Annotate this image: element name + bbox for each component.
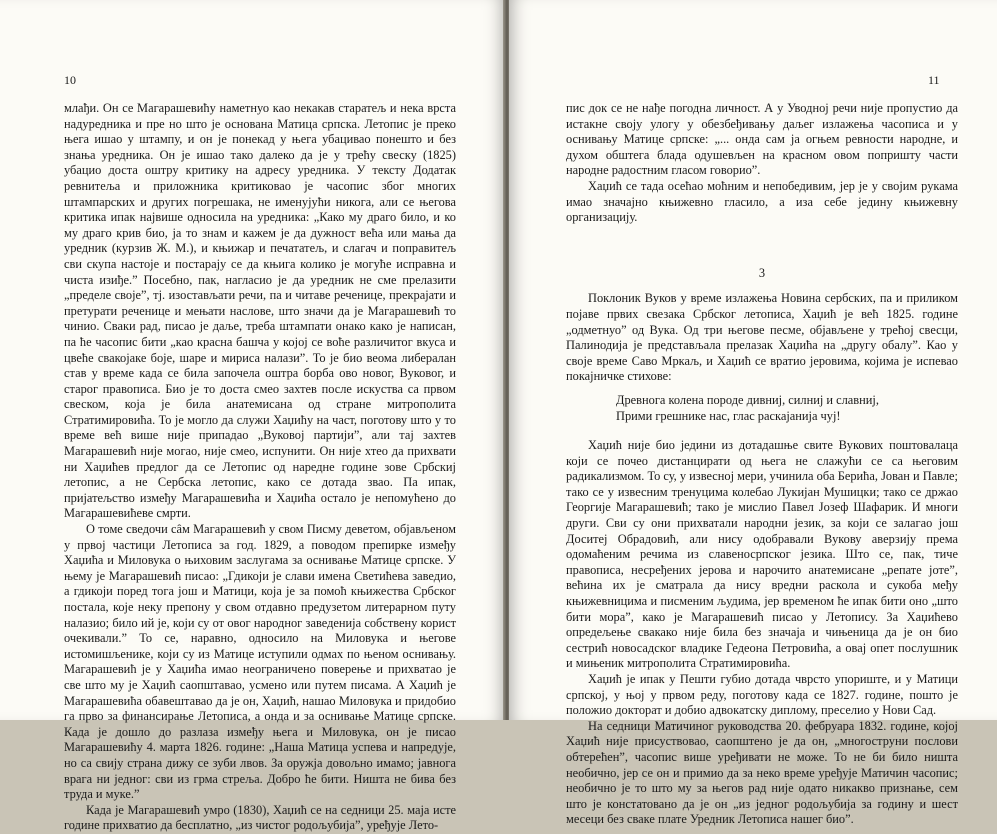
page-number: 10 <box>64 73 76 87</box>
paragraph: Хаџић се тада осећао моћним и непобедивим, јер је у својим рукама имао значајно књижевно гласило, а иза себе једину књижевну организацију. <box>566 178 958 225</box>
section-number: 3 <box>758 265 766 280</box>
paragraph: О томе сведочи сâм Магарашевић у свом Писму деветом, објављеном у првој частици Летописа за год. 1829, а поводом препирке између Хаџића и Миловука о њиховим заслугама за оснивање Матице српске. У њему је Магарашевић писао: „Гдикоји је слави имена Светићева заведио, а гдикоји поред тога још и Матици, која је за помоћ књижества Србског постала, које неку препону у свом отдавно предузетом литерарном путу налазио; било ий је, који су от овог народног заведенија собствену корист очекивали.” То се, наравно, односило на Миловука и његове истомишљенике, који су из Матице иступили одмах по њеном оснивању. Магарашевић је у Хаџића имао неограничено поверење и прихватао је све што му је Хаџић саопштавао, усмено или путем писама. А Хаџић је Магарашевића обавештавао да је он, Хаџић, нашао Миловука и придобио га прво за финансирање Летописа, а онда и за оснивање Матице српске. Када је дошло до разлаза између њега и Миловука, он је писао Магарашевићу 4. марта 1826. године: „Наша Матица успева и напредује, но са свију страна дижу се зуби лвов. За оружја довољно имамо; јавнога врага ни једног: сви из грма стреља. Добро ће бити. Ништа не бива без труда и муке.” <box>64 522 456 802</box>
right-page <box>509 0 997 827</box>
paragraph: На седници Матичиног руководства 20. фебруара 1832. године, којој Хаџић није присуствовао, саопштено је да он, „многоструни послови обтерећен”, часопис више уређивати не може. То не би било ништа необично, јер се он и примио да за неко време уређује Матичин часопис; необично је то што му за његов рад није одато никакво признање, сем што је констатовано да је он „из једног родољубија за годину и шест месеци без сваке плате Уредник Летописа нашег био”. <box>566 718 958 827</box>
poem-line: Прими грешнике нас, глас раскајанија чуј! <box>616 408 841 423</box>
paragraph: пис док се не нађе погодна личност. А у Уводној речи није пропустио да истакне своју улогу у обезбеђивању даљег излажења часописа и у оснивању Матице српске: „... онда сам ја огњем ревности народне, и духом обштега блада одушевљен на красном овом попришту части народне радостним гласом говорио”. <box>566 101 958 178</box>
paragraph: млађи. Он се Магарашевићу наметнуо као некакав старатељ и нека врста надуредника и пре но што је основана Матица српска. Летопис је преко њега ишао у штампу, и он је понекад у њега убацивао понешто и без знања уредника. Он је ишао тако далеко да је у трећу свеску (1825) убацио доста оштру критику на адресу уредника. У тексту Додатак ревнитеља и приложника критиковао је часопис због многих штампарских и других погрешака, не именујући никога, али се његова критика ипак највише односила на уредника: „Како му драго било, и ко му драго крив био, ја то знам и кажем је да дужност већа или мања да уредник (курзив Ж. М.), и књижар и печататељ, и слагач и поправитељ сви скупа настоје и постарају се да књига колико је могуће исправна и чиста изиђе.” Посебно, пак, нагласио је да уредник не сме прелазити „пределе своје”, тј. изостављати речи, па и читаве реченице, прекрајати и претурати реченице и мењати наслове, што значи да је Магарашевић то чинио. Сваки рад, писао је даље, треба штампати онако како је написан, па ће часопис бити „као красна башча у којој се воће различитог вкуса и цвеће свакојаке боје, шаре и мириса налази”. То је био веома либералан став у време када се била започела оштра борба ово новог, Вуковог, и старог правописа. Био је то доста смео захтев после искуства са првом свеском, која је била анатемисана од стране митрополита Стратимировића. То је могло да служи Хаџићу на част, поготову што у то време већ више није припадао „Вуковој партији”, али тај захтев Магарашевић није могао, није смео, испунити. Он није хтео да прихвати ни Хаџићев предлог да се Летопис од наредне године зове Србскиј летопис, а не Сербска летопис, како се дотада звао. Па ипак, пријатељство између Магарашевића и Хаџића остало је непомућено до Магарашевићеве смрти. <box>64 101 456 521</box>
paragraph: Хаџић је ипак у Пешти губио дотада чврсто упориште, и у Матици српској, у њој у првом реду, поготову када се 1827. године, пошто је положио докторат и добио адвокатску диплому, преселио у Нови Сад. <box>566 672 958 718</box>
poem-line: Древнога колена породе дивниј, силниј и славниј, <box>616 392 879 407</box>
paragraph: Хаџић није био једини из дотадашње свите Вукових поштовалаца који се почео дистанцирати од њега не слажући се са његовим радикализмом. То су, у извесној мери, учинила оба Берића, Јован и Павле; тако се у извесним тренуцима колебао Лукијан Мушицки; тако се држао Георгије Магарашевић; тако је мислио Павел Јозеф Шафарик. И многи други. Сви су они прихватали народни језик, за који се залагао још Доситеј Обрадовић, али нису одобравали Вукову аверзију према одомаћеним речима из славеносрпског језика. Што се, пак, тиче правописа, несређених јерова и нарочито анатемисане „репате јоте”, већина их је сматрала да нису вредни раскола и сукоба међу књижевницима и писменим људима, јер временом ће ипак бити оно „што бити мора”, како је Магарашевић писао у Летопису. За Хаџићево опредељење свакако није била без значаја и чињеница да је он био сестрић новосадског владике Гедеона Петровића, а овај опет послушник и мињеник митрополита Стратимировића. <box>566 438 958 671</box>
left-page-text <box>64 101 456 834</box>
paragraph: Поклоник Вуков у време излажења Новина сербских, па и приликом појаве првих свезака Србског летописа, Хаџић је већ 1825. године „одметнуо” од Вука. Од три његове песме, објављене у трећој свесци, Палинодија је представљала прелазак Хаџића на „другу обалу”. Као у своје време Саво Мркаљ, и Хаџић се вратио јеровима, којима је испевао покајничке стихове: <box>566 291 958 384</box>
poem-quote <box>566 393 958 424</box>
paragraph: Када је Магарашевић умро (1830), Хаџић се на седници 25. маја исте године прихватио да бесплатно, „из чистог родољубија”, уређује Лето- <box>64 802 456 833</box>
page-number: 11 <box>928 73 940 87</box>
right-page-text <box>566 101 958 828</box>
